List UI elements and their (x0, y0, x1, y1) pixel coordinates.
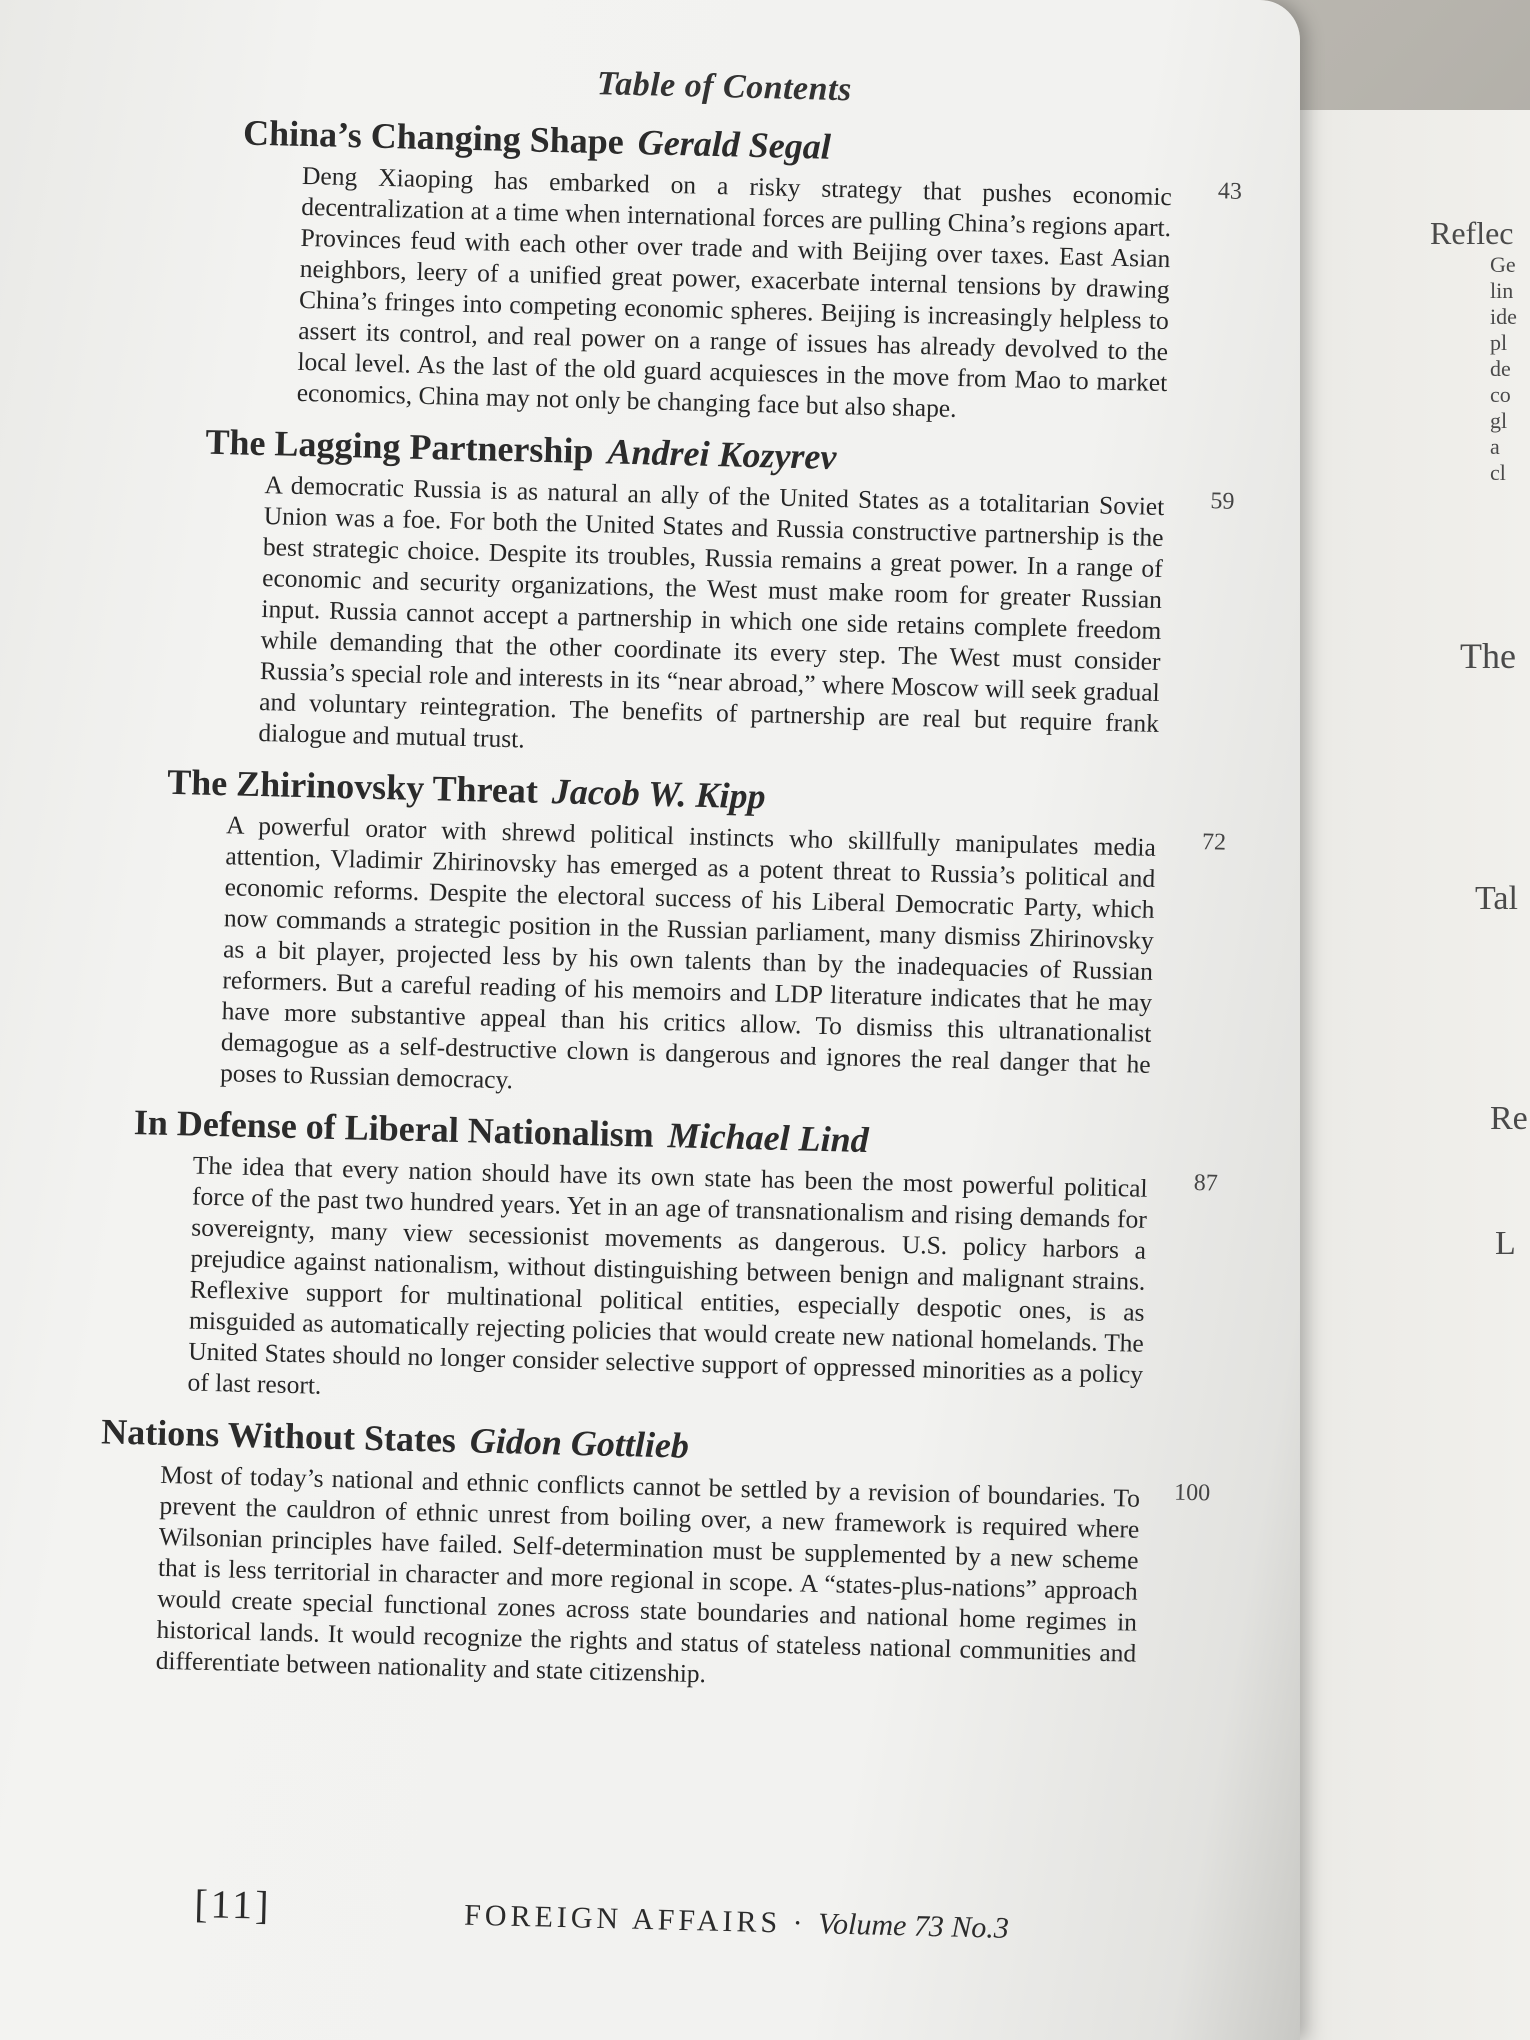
page-footer (193, 1880, 1195, 1945)
toc-entry (95, 1409, 1231, 1702)
facing-page-fragment: gl (1490, 408, 1508, 433)
toc-entry (160, 760, 1248, 1113)
entry-page-number: 100 (1173, 1479, 1211, 1507)
facing-page-fragment: Ge (1490, 252, 1516, 277)
entry-page-number: 43 (1217, 178, 1243, 205)
entry-title-text: The Zhirinovsky Threat (166, 761, 539, 811)
entry-title-text: Nations Without States (100, 1411, 457, 1461)
entry-title-text: The Lagging Partnership (205, 421, 594, 472)
facing-page-fragment: de (1490, 356, 1511, 381)
facing-page-fragment: ide (1490, 304, 1517, 329)
facing-page-fragment: The (1460, 636, 1516, 676)
facing-page-fragment: pl (1490, 330, 1508, 355)
entry-title-text: In Defense of Liberal Nationalism (133, 1102, 655, 1155)
page-title: Table of Contents (596, 65, 853, 109)
entry-abstract: A powerful orator with shrewd political instincts who skillfully manipulates media attention, Vladimir Zhirinovsky has emerged as a potent threat to Russia’s political and economic reforms. Despite the electoral success of his Liberal Democratic Party, which now commands a strategic position in the Russian parliament, many dismiss Zhirinovsky as a bit player, projected less by his own talents than by the inadequacies of Russian reformers. But a careful reading of his memoirs and LDP literature indicates that he may have more substantive appeal than his critics allow. To dismiss this ultranationalist demagogue as a self-destructive clown is dangerous and ignores the real danger that he poses to Russian democracy. (219, 810, 1157, 1095)
toc-entry (236, 110, 1263, 431)
facing-page-fragment: Re (1490, 1100, 1528, 1137)
facing-page-fragment: Reflec (1430, 215, 1514, 251)
journal-title: FOREIGN AFFAIRS (463, 1898, 782, 1940)
facing-page-fragment: co (1490, 382, 1511, 407)
entry-author: Gidon Gottlieb (469, 1420, 690, 1466)
entry-title-text: China’s Changing Shape (242, 112, 625, 162)
footer-separator: · (780, 1906, 819, 1941)
entry-abstract: Most of today’s national and ethnic conflicts cannot be settled by a revision of boundaries. To prevent the cauldron of ethnic unrest from boiling over, a new framework is required where Wilsonian principles have failed. Self-determination must be supplemented by a new scheme that is less territorial in character and more regional in scope. A “states-plus-nations” approach would create special functional zones across state boundaries and national home regimes in historical lands. It would recognize the rights and status of stateless national communities and differentiate between nationality and state citizenship. (155, 1459, 1141, 1689)
journal-volume: Volume 73 No.3 (817, 1907, 1010, 1945)
entry-abstract: A democratic Russia is as natural an ally of the United States as a totalitarian Soviet Union was a foe. For both the United States and Russia constructive partnership is the best strategic choice. Despite its troubles, Russia remains a great power. In a range of economic and security organizations, the West must make room for greater Russian input. Russia cannot accept a partnership in which one side retains complete freedom while demanding that the other coordinate its every step. The West must consider Russia’s special role and interests in its “near abroad,” where Moscow will seek gradual and voluntary reintegration. The benefits of partnership are real but require frank dialogue and mutual trust. (258, 470, 1165, 754)
journal-name (464, 1899, 1010, 1946)
facing-page-fragment: L (1495, 1225, 1516, 1262)
entry-author: Andrei Kozyrev (606, 431, 837, 478)
entry-abstract: The idea that every nation should have its own state has been the most powerful political force of the past two hundred years. Yet in an age of transnationalism and rising demands for sovereignty, many view secessionist movements as dangerous. U.S. policy harbors a prejudice against nationalism, without distinguishing between benign and malignant strains. Reflexive support for multinational political entities, especially despotic ones, is as misguided as automatically rejecting policies that would create new national homelands. The United States should no longer consider selective support of oppressed minorities as a policy of last resort. (187, 1150, 1148, 1400)
toc-entry (198, 420, 1256, 773)
entry-author: Michael Lind (667, 1115, 870, 1161)
facing-page-fragment: cl (1490, 460, 1506, 485)
entry-author: Jacob W. Kipp (551, 771, 767, 817)
entry-page-number: 72 (1201, 829, 1227, 856)
page-number: [11] (193, 1880, 273, 1928)
entry-author: Gerald Segal (637, 122, 832, 167)
toc-entry (127, 1100, 1239, 1423)
entry-abstract: Deng Xiaoping has embarked on a risky strategy that pushes economic decentralization at a time when international forces are pulling China’s regions apart. Provinces feud with each other over trade and with Beijing over taxes. East Asian neighbors, leery of a unified great power, exacerbate internal tensions by drawing China’s fringes into competing economic spheres. Beijing is increasingly helpless to assert its control, and real power on a range of issues has already devolved to the local level. As the last of the old guard acquiesces in the move from Mao to market economics, China may not only be changing face but also shape. (296, 160, 1173, 423)
facing-page-fragment: a (1490, 434, 1500, 459)
entry-page-number: 87 (1193, 1169, 1219, 1197)
entry-page-number: 59 (1210, 488, 1235, 515)
facing-page-fragment: lin (1490, 278, 1514, 303)
table-of-contents (100, 55, 1265, 1716)
facing-page-fragment: Tal (1475, 880, 1518, 917)
